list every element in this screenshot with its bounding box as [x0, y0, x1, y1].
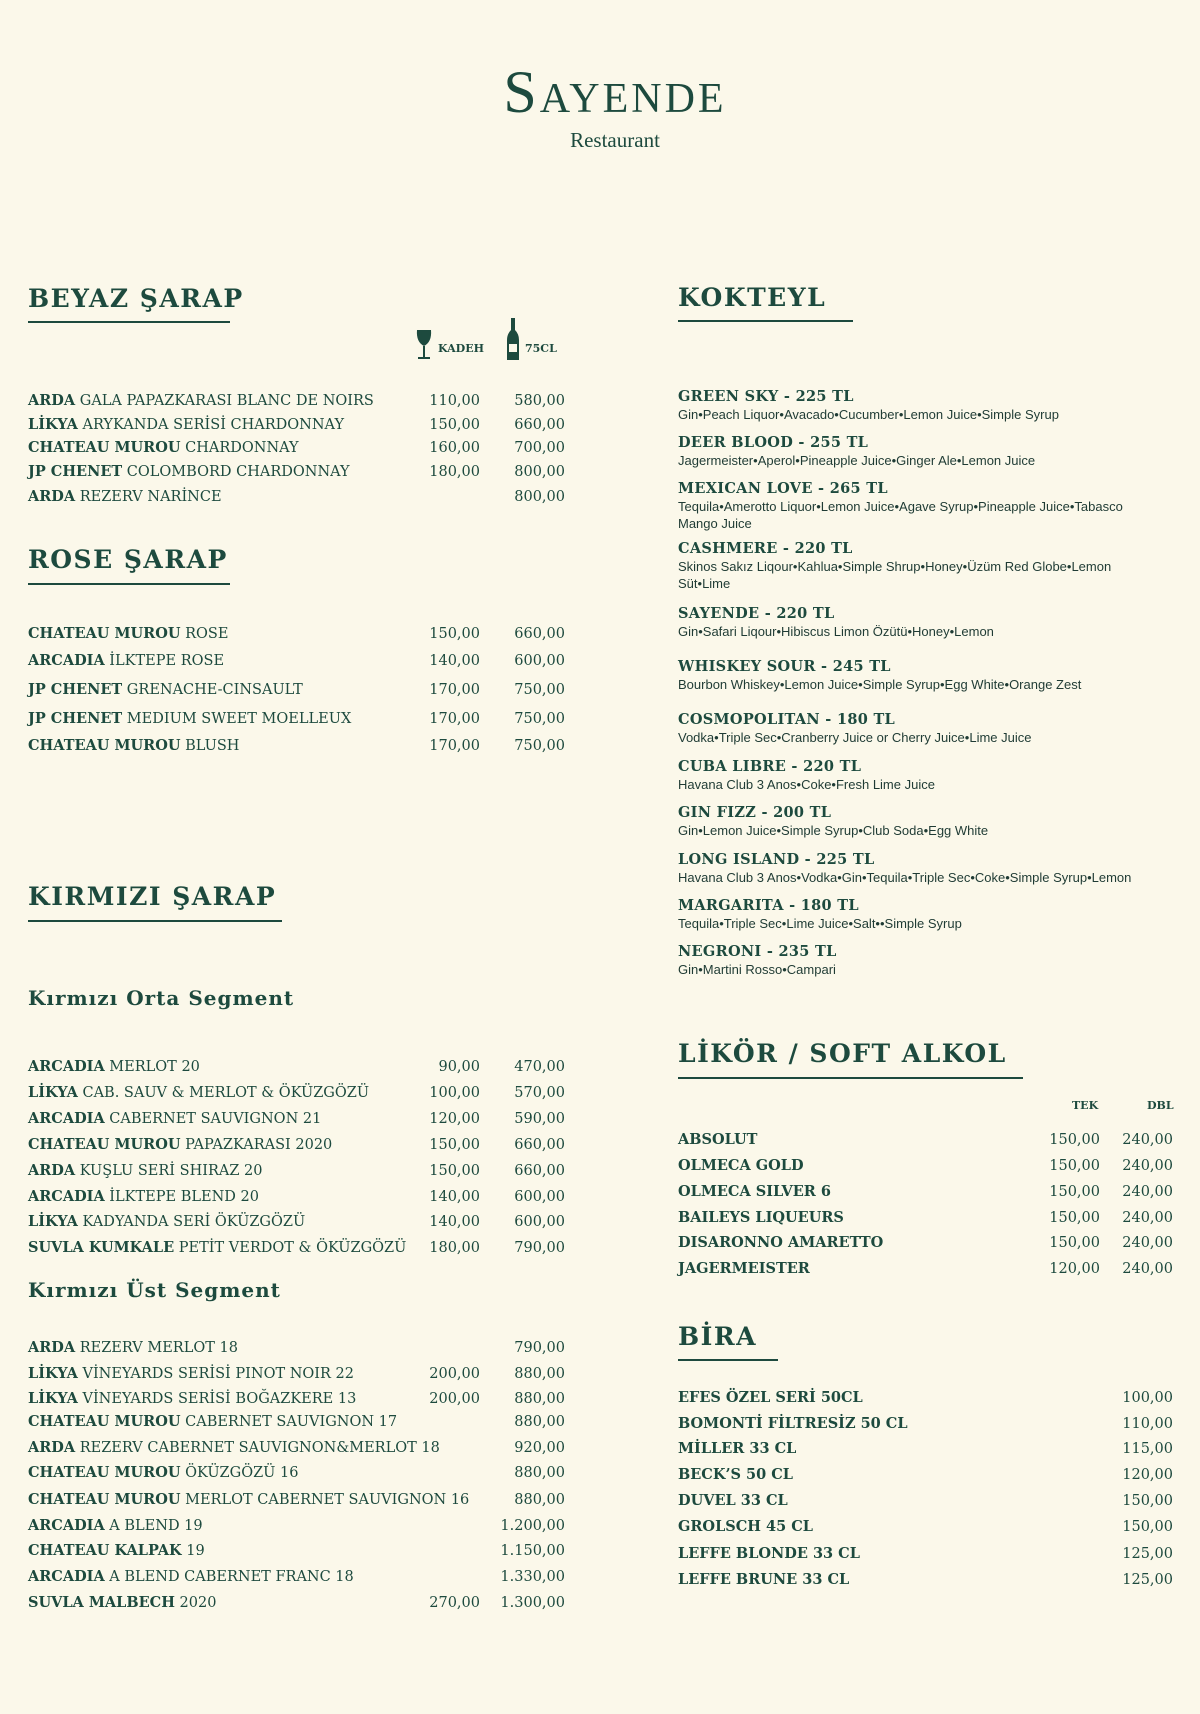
beer-price: 110,00: [1122, 1416, 1173, 1432]
wine-name: [28, 1517, 203, 1535]
wine-name: [28, 439, 299, 457]
cocktail-ingredients: Bourbon Whiskey•Lemon Juice•Simple Syrup•Egg White•Orange Zest: [678, 677, 1082, 692]
beer-name: GROLSCH 45 CL: [678, 1518, 813, 1535]
cocktail-item: [678, 943, 1148, 978]
section-title-likor: LİKÖR / SOFT ALKOL: [678, 1039, 1007, 1068]
wine-brand: SUVLA MALBECH: [28, 1594, 175, 1611]
wine-brand: CHATEAU MUROU: [28, 737, 181, 754]
wine-name: [28, 1413, 397, 1431]
wine-variety: A BLEND 19: [104, 1518, 203, 1534]
cocktail-item: [678, 758, 1148, 793]
wine-brand: LİKYA: [28, 1213, 78, 1230]
section-title-kirmizi: KIRMIZI ŞARAP: [28, 882, 277, 911]
cocktail-item: [678, 605, 1148, 640]
wine-name: [28, 416, 344, 434]
wine-variety: BLUSH: [180, 738, 240, 754]
single-price: 150,00: [1049, 1184, 1100, 1200]
wine-brand: CHATEAU MUROU: [28, 1136, 181, 1153]
section-title-bira: BİRA: [678, 1322, 757, 1351]
wine-variety: ARYKANDA SERİSİ CHARDONNAY: [77, 417, 345, 433]
section-title-rose: ROSE ŞARAP: [28, 545, 228, 574]
bottle-price: 600,00: [514, 653, 565, 669]
glass-price: 180,00: [429, 1240, 480, 1256]
wine-brand: SUVLA KUMKALE: [28, 1239, 175, 1256]
bottle-price: 920,00: [514, 1440, 565, 1456]
double-price: 240,00: [1122, 1235, 1173, 1251]
section-title-kokteyl: KOKTEYL: [678, 283, 827, 312]
wine-name: [28, 652, 224, 670]
wine-variety: KUŞLU SERİ SHIRAZ 20: [75, 1163, 263, 1179]
wine-variety: CAB. SAUV & MERLOT & ÖKÜZGÖZÜ: [77, 1085, 370, 1101]
glass-price: 180,00: [429, 464, 480, 480]
beer-price: 100,00: [1122, 1390, 1173, 1406]
wine-name: [28, 1390, 356, 1408]
wine-brand: ARCADIA: [28, 652, 105, 669]
bottle-price: 660,00: [514, 626, 565, 642]
wine-name: [28, 1542, 205, 1560]
wine-brand: CHATEAU MUROU: [28, 1491, 181, 1508]
wine-variety: İLKTEPE BLEND 20: [104, 1189, 259, 1205]
wine-brand: ARDA: [28, 488, 76, 505]
wine-variety: MERLOT 20: [104, 1059, 200, 1075]
wine-variety: İLKTEPE ROSE: [104, 653, 225, 669]
wine-variety: GALA PAPAZKARASI BLANC DE NOIRS: [75, 393, 374, 409]
wine-name: [28, 681, 303, 699]
wine-variety: CABERNET SAUVIGNON 21: [104, 1111, 322, 1127]
section-rule: [678, 320, 853, 322]
glass-price: 140,00: [429, 1189, 480, 1205]
section-title-beyaz: BEYAZ ŞARAP: [28, 284, 244, 313]
wine-name: [28, 392, 374, 410]
glass-price: 100,00: [429, 1085, 480, 1101]
cocktail-name: GREEN SKY - 225 TL: [678, 388, 854, 405]
wine-name: [28, 1239, 406, 1257]
bottle-price: 880,00: [514, 1414, 565, 1430]
beer-name: LEFFE BRUNE 33 CL: [678, 1571, 850, 1588]
cocktail-name: MARGARITA - 180 TL: [678, 897, 859, 914]
cocktail-ingredients: Gin•Martini Rosso•Campari: [678, 962, 836, 977]
single-price: 150,00: [1049, 1210, 1100, 1226]
wine-name: [28, 1136, 332, 1154]
column-header-double: DBL: [1147, 1099, 1174, 1112]
wine-variety: MERLOT CABERNET SAUVIGNON 16: [180, 1492, 470, 1508]
cocktail-name: MEXICAN LOVE - 265 TL: [678, 480, 888, 497]
cocktail-ingredients: Tequila•Triple Sec•Lime Juice•Salt••Simple Syrup: [678, 916, 962, 931]
glass-price: 200,00: [429, 1366, 480, 1382]
wine-name: [28, 1439, 440, 1457]
bottle-price: 790,00: [514, 1240, 565, 1256]
liquor-name: OLMECA GOLD: [678, 1157, 804, 1174]
liquor-name: BAILEYS LIQUEURS: [678, 1209, 844, 1226]
wine-name: [28, 1339, 238, 1357]
section-rule: [678, 1359, 778, 1361]
wine-variety: VİNEYARDS SERİSİ BOĞAZKERE 13: [77, 1391, 357, 1407]
double-price: 240,00: [1122, 1184, 1173, 1200]
bottle-price: 750,00: [514, 711, 565, 727]
column-header-bottle: 75CL: [525, 342, 557, 355]
wine-brand: ARDA: [28, 1162, 76, 1179]
wine-brand: CHATEAU MUROU: [28, 1464, 181, 1481]
single-price: 120,00: [1049, 1261, 1100, 1277]
cocktail-name: NEGRONI - 235 TL: [678, 943, 837, 960]
wine-name: [28, 710, 351, 728]
wine-name: [28, 625, 228, 643]
wine-variety: VİNEYARDS SERİSİ PINOT NOIR 22: [77, 1366, 355, 1382]
wine-brand: CHATEAU MUROU: [28, 1413, 181, 1430]
bottle-price: 660,00: [514, 1163, 565, 1179]
glass-price: 170,00: [429, 738, 480, 754]
bottle-price: 800,00: [514, 464, 565, 480]
double-price: 240,00: [1122, 1261, 1173, 1277]
wine-variety: PAPAZKARASI 2020: [180, 1137, 333, 1153]
wine-variety: ROSE: [180, 626, 229, 642]
section-rule: [28, 920, 282, 922]
wine-brand: LİKYA: [28, 416, 78, 433]
beer-price: 150,00: [1122, 1519, 1173, 1535]
cocktail-ingredients: Skinos Sakız Liqour•Kahlua•Simple Shrup•Honey•Üzüm Red Globe•Lemon Süt•Lime: [678, 559, 1112, 591]
wine-name: [28, 1464, 298, 1482]
wine-variety: KADYANDA SERİ ÖKÜZGÖZÜ: [77, 1214, 306, 1230]
wine-brand: JP CHENET: [28, 710, 123, 727]
beer-name: LEFFE BLONDE 33 CL: [678, 1545, 860, 1562]
cocktail-item: [678, 711, 1148, 746]
bottle-price: 880,00: [514, 1391, 565, 1407]
wine-variety: GRENACHE-CINSAULT: [122, 682, 303, 698]
restaurant-logo: [0, 59, 1200, 153]
liquor-name: ABSOLUT: [678, 1131, 758, 1148]
beer-name: EFES ÖZEL SERİ 50CL: [678, 1389, 863, 1406]
cocktail-item: [678, 804, 1148, 839]
cocktail-ingredients: Jagermeister•Aperol•Pineapple Juice•Ginger Ale•Lemon Juice: [678, 453, 1036, 468]
bottle-price: 750,00: [514, 682, 565, 698]
bottle-price: 660,00: [514, 417, 565, 433]
glass-price: 200,00: [429, 1391, 480, 1407]
cocktail-ingredients: Tequila•Amerotto Liquor•Lemon Juice•Agave Syrup•Pineapple Juice•Tabasco Mango Juice: [678, 499, 1123, 531]
wine-brand: ARCADIA: [28, 1568, 105, 1585]
cocktail-ingredients: Havana Club 3 Anos•Vodka•Gin•Tequila•Triple Sec•Coke•Simple Syrup•Lemon: [678, 870, 1132, 885]
cocktail-name: DEER BLOOD - 255 TL: [678, 434, 869, 451]
wine-name: [28, 1188, 259, 1206]
wine-brand: JP CHENET: [28, 463, 123, 480]
glass-price: 140,00: [429, 1214, 480, 1230]
liquor-name: DISARONNO AMARETTO: [678, 1234, 884, 1251]
beer-price: 115,00: [1122, 1441, 1173, 1457]
wine-name: [28, 1213, 305, 1231]
subsection-title-orta: Kırmızı Orta Segment: [28, 986, 295, 1010]
cocktail-name: WHISKEY SOUR - 245 TL: [678, 658, 891, 675]
bottle-price: 800,00: [514, 489, 565, 505]
cocktail-name: LONG ISLAND - 225 TL: [678, 851, 875, 868]
wine-name: [28, 1162, 262, 1180]
single-price: 150,00: [1049, 1158, 1100, 1174]
bottle-price: 1.300,00: [500, 1595, 565, 1611]
glass-price: 150,00: [429, 1163, 480, 1179]
beer-price: 120,00: [1122, 1467, 1173, 1483]
glass-price: 270,00: [429, 1595, 480, 1611]
cocktail-name: CUBA LIBRE - 220 TL: [678, 758, 862, 775]
bottle-price: 660,00: [514, 1137, 565, 1153]
section-rule: [28, 583, 230, 585]
column-header-single: TEK: [1072, 1099, 1099, 1112]
wine-brand: LİKYA: [28, 1365, 78, 1382]
bottle-price: 470,00: [514, 1059, 565, 1075]
wine-brand: ARCADIA: [28, 1188, 105, 1205]
cocktail-item: [678, 480, 1148, 532]
wine-brand: ARCADIA: [28, 1517, 105, 1534]
bottle-price: 700,00: [514, 440, 565, 456]
bottle-price: 880,00: [514, 1366, 565, 1382]
cocktail-ingredients: Vodka•Triple Sec•Cranberry Juice or Cherry Juice•Lime Juice: [678, 730, 1032, 745]
liquor-name: OLMECA SILVER 6: [678, 1183, 831, 1200]
glass-price: 150,00: [429, 1137, 480, 1153]
beer-name: BOMONTİ FİLTRESİZ 50 CL: [678, 1415, 908, 1432]
glass-price: 140,00: [429, 653, 480, 669]
wine-name: [28, 1110, 321, 1128]
column-header-glass: KADEH: [438, 342, 484, 355]
cocktail-ingredients: Havana Club 3 Anos•Coke•Fresh Lime Juice: [678, 777, 935, 792]
beer-price: 150,00: [1122, 1493, 1173, 1509]
cocktail-name: GIN FIZZ - 200 TL: [678, 804, 832, 821]
wine-bottle-icon: [506, 318, 520, 362]
wine-variety: REZERV CABERNET SAUVIGNON&MERLOT 18: [75, 1440, 440, 1456]
wine-name: [28, 1058, 200, 1076]
wine-brand: ARCADIA: [28, 1110, 105, 1127]
wine-name: [28, 463, 350, 481]
wine-variety: A BLEND CABERNET FRANC 18: [104, 1569, 354, 1585]
wine-name: [28, 488, 222, 506]
wine-brand: LİKYA: [28, 1084, 78, 1101]
cocktail-item: [678, 540, 1148, 592]
bottle-price: 1.150,00: [500, 1543, 565, 1559]
wine-variety: CHARDONNAY: [180, 440, 299, 456]
wine-variety: MEDIUM SWEET MOELLEUX: [122, 711, 352, 727]
cocktail-item: [678, 897, 1148, 932]
bottle-price: 600,00: [514, 1214, 565, 1230]
wine-brand: ARCADIA: [28, 1058, 105, 1075]
beer-price: 125,00: [1122, 1572, 1173, 1588]
restaurant-subtitle: Restaurant: [570, 128, 660, 152]
wine-brand: LİKYA: [28, 1390, 78, 1407]
wine-brand: ARDA: [28, 1439, 76, 1456]
wine-variety: COLOMBORD CHARDONNAY: [122, 464, 350, 480]
glass-price: 150,00: [429, 626, 480, 642]
wine-name: [28, 1491, 469, 1509]
single-price: 150,00: [1049, 1235, 1100, 1251]
wine-brand: JP CHENET: [28, 681, 123, 698]
glass-price: 120,00: [429, 1111, 480, 1127]
cocktail-ingredients: Gin•Peach Liquor•Avacado•Cucumber•Lemon Juice•Simple Syrup: [678, 407, 1059, 422]
bottle-price: 580,00: [514, 393, 565, 409]
bottle-price: 790,00: [514, 1340, 565, 1356]
liquor-name: JAGERMEISTER: [678, 1260, 810, 1277]
cocktail-item: [678, 851, 1148, 886]
glass-price: 170,00: [429, 711, 480, 727]
section-rule: [28, 321, 230, 323]
bottle-price: 880,00: [514, 1465, 565, 1481]
glass-price: 110,00: [429, 393, 480, 409]
cocktail-item: [678, 658, 1148, 693]
wine-brand: ARDA: [28, 1339, 76, 1356]
wine-variety: REZERV MERLOT 18: [75, 1340, 238, 1356]
glass-price: 170,00: [429, 682, 480, 698]
wine-name: [28, 1084, 369, 1102]
wine-variety: REZERV NARİNCE: [75, 489, 222, 505]
wine-name: [28, 1365, 354, 1383]
beer-price: 125,00: [1122, 1546, 1173, 1562]
double-price: 240,00: [1122, 1210, 1173, 1226]
wine-glass-icon: [414, 328, 434, 362]
section-rule: [678, 1077, 1023, 1079]
cocktail-name: COSMOPOLITAN - 180 TL: [678, 711, 896, 728]
glass-price: 160,00: [429, 440, 480, 456]
wine-brand: CHATEAU MUROU: [28, 439, 181, 456]
bottle-price: 750,00: [514, 738, 565, 754]
wine-name: [28, 1568, 354, 1586]
double-price: 240,00: [1122, 1158, 1173, 1174]
wine-name: [28, 737, 239, 755]
wine-variety: 2020: [174, 1595, 217, 1611]
cocktail-ingredients: Gin•Safari Liqour•Hibiscus Limon Özütü•Honey•Lemon: [678, 624, 994, 639]
bottle-price: 590,00: [514, 1111, 565, 1127]
bottle-price: 1.200,00: [500, 1518, 565, 1534]
single-price: 150,00: [1049, 1132, 1100, 1148]
cocktail-name: CASHMERE - 220 TL: [678, 540, 853, 557]
bottle-price: 600,00: [514, 1189, 565, 1205]
subsection-title-ust: Kırmızı Üst Segment: [28, 1278, 281, 1302]
wine-variety: CABERNET SAUVIGNON 17: [180, 1414, 398, 1430]
double-price: 240,00: [1122, 1132, 1173, 1148]
bottle-price: 880,00: [514, 1492, 565, 1508]
wine-variety: PETİT VERDOT & ÖKÜZGÖZÜ: [174, 1240, 407, 1256]
wine-name: [28, 1594, 216, 1612]
cocktail-item: [678, 388, 1148, 423]
wine-brand: CHATEAU MUROU: [28, 625, 181, 642]
beer-name: BECK’S 50 CL: [678, 1466, 793, 1483]
glass-price: 150,00: [429, 417, 480, 433]
cocktail-item: [678, 434, 1148, 469]
bottle-price: 570,00: [514, 1085, 565, 1101]
wine-brand: ARDA: [28, 392, 76, 409]
restaurant-name: Sayende: [503, 59, 727, 125]
cocktail-name: SAYENDE - 220 TL: [678, 605, 835, 622]
beer-name: DUVEL 33 CL: [678, 1492, 788, 1509]
wine-variety: ÖKÜZGÖZÜ 16: [180, 1465, 299, 1481]
wine-brand: CHATEAU KALPAK: [28, 1542, 182, 1559]
bottle-price: 1.330,00: [500, 1569, 565, 1585]
wine-variety: 19: [181, 1543, 205, 1559]
cocktail-ingredients: Gin•Lemon Juice•Simple Syrup•Club Soda•Egg White: [678, 823, 989, 838]
glass-price: 90,00: [438, 1059, 480, 1075]
beer-name: MİLLER 33 CL: [678, 1440, 797, 1457]
